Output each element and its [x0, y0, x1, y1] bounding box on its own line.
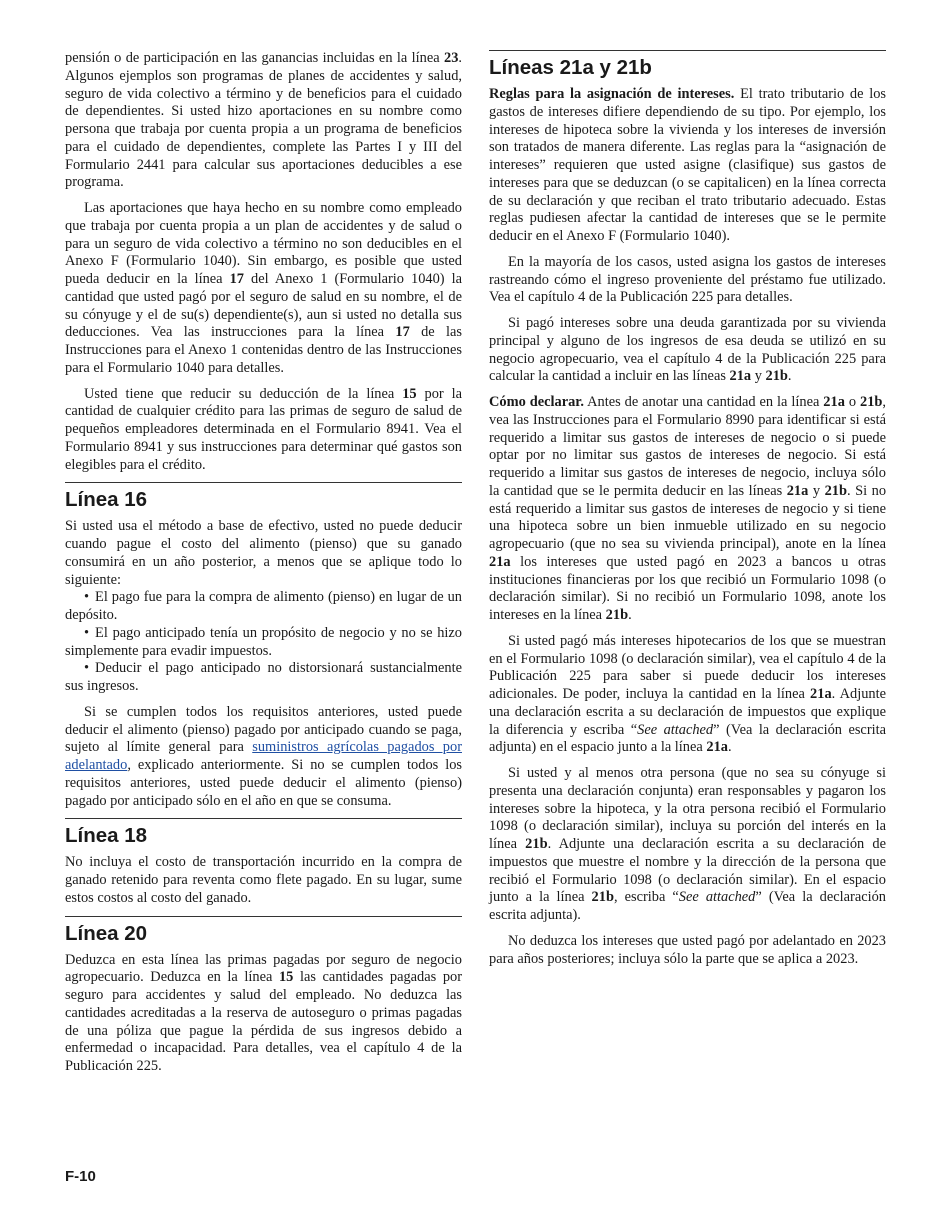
paragraph: No deduzca los intereses que usted pagó por adelantado en 2023 para años posteriores; incluya sólo la parte que se aplica a 2023.	[489, 932, 886, 967]
page-number: F-10	[65, 1168, 96, 1185]
paragraph: Si pagó intereses sobre una deuda garantizada por su vivienda principal y alguno de los ingresos de esa deuda se utilizó en su negocio agropecuario, vea el capítulo 4 de la Publicación 225 para calcular la cantidad a incluir en las líneas 21a y 21b.	[489, 315, 886, 385]
paragraph: Usted tiene que reducir su deducción de la línea 15 por la cantidad de cualquier crédito para las primas de seguro de salud de pequeños empleadores determinada en el Formulario 8941. Vea el Formulario 8941 y sus instrucciones para determinar qué gastos son elegibles para el crédito.	[65, 385, 462, 473]
section-line-16	[65, 482, 462, 810]
paragraph: Si se cumplen todos los requisitos anteriores, usted puede deducir el alimento (pienso) pagado por anticipado cuando se paga, sujeto al límite general para suministros agrícolas pagados por adelantado, explicado anteriormente. Si no se cumplen todos los requisitos anteriores, usted puede deducir el alimento (pienso) pagado por anticipado sólo en el año en que se consuma.	[65, 703, 462, 809]
section-line-20	[65, 916, 462, 1076]
paragraph: pensión o de participación en las ganancias incluidas en la línea 23. Algunos ejemplos son programas de planes de accidentes y salud, seguro de vida colectivo a término y de beneficios para el cuidado de dependientes. Si usted hizo aportaciones en su nombre como persona que trabaja por cuenta propia a un programa de beneficios para el cuidado de dependientes, complete las Partes I y III del Formulario 2441 para calcular sus aportaciones deducibles a ese programa.	[65, 50, 462, 191]
left-column	[65, 50, 462, 1084]
bullet-icon: •	[84, 589, 90, 606]
run-in-heading: Cómo declarar.	[489, 394, 584, 410]
bullet-icon: •	[84, 660, 90, 677]
paragraph: Si usted usa el método a base de efectivo, usted no puede deducir cuando pague el costo del alimento (pienso) que su ganado consumirá en un año posterior, a menos que se aplique todo lo siguiente:	[65, 518, 462, 588]
run-in-heading: Reglas para la asignación de intereses.	[489, 86, 735, 102]
list-item: • El pago fue para la compra de alimento (pienso) en lugar de un depósito.	[65, 589, 462, 623]
list-item: • El pago anticipado tenía un propósito de negocio y no se hizo simplemente para evadir impuestos.	[65, 624, 462, 659]
section-heading: Línea 16	[65, 488, 148, 512]
prepaid-farm-supplies-link[interactable]: suministros agrícolas pagados por adelantado	[65, 739, 462, 773]
bullet-icon: •	[84, 624, 90, 641]
section-heading: Línea 18	[65, 824, 148, 848]
section-lines-21a-21b	[489, 50, 886, 968]
paragraph: Si usted y al menos otra persona (que no sea su cónyuge si presenta una declaración conjunta) eran responsables y pagaron los intereses sobre la hipoteca, y la otra persona recibió el Formulario 1098 (o declaración similar), incluya su porción del interés en la línea 21b. Adjunte una declaración escrita a su declaración de impuestos que muestre el nombre y la dirección de la persona que recibió el Formulario 1098 (o declaración similar). En el espacio junto a la línea 21b, escriba “See attached” (Vea la declaración escrita adjunta).	[489, 765, 886, 923]
bullet-list	[65, 589, 462, 696]
paragraph: Si usted pagó más intereses hipotecarios de los que se muestran en el Formulario 1098 (o declaración similar), vea el capítulo 4 de la Publicación 225 para saber si puede deducir los intereses adicionales. De poder, incluya la cantidad en la línea 21a. Adjunte una declaración escrita a su declaración de impuestos que explique la diferencia y escriba “See attached” (Vea la declaración escrita adjunta) en el espacio junto a la línea 21a.	[489, 632, 886, 756]
paragraph: Las aportaciones que haya hecho en su nombre como empleado que trabaja por cuenta propia a un plan de accidentes y de salud o para un seguro de vida colectivo a término no son deducibles en el Anexo F (Formulario 1040). Sin embargo, es posible que usted pueda deducir en la línea 17 del Anexo 1 (Formulario 1040) la cantidad que usted pagó por el seguro de salud en su nombre, el de su cónyuge y el de su(s) dependiente(s), aun si usted no detalla sus deducciones. Vea las instrucciones para la línea 17 de las Instrucciones para el Anexo 1 contenidas dentro de las Instrucciones para el Formulario 1040 para detalles.	[65, 200, 463, 376]
section-line-18	[65, 818, 462, 907]
section-heading: Líneas 21a y 21b	[489, 56, 652, 79]
right-column	[489, 50, 886, 976]
paragraph: Cómo declarar. Antes de anotar una cantidad en la línea 21a o 21b, vea las Instrucciones para el Formulario 8990 para identificar si está requerido a limitar sus gastos de intereses de negocio o si puede optar por no limitar sus gastos de intereses de negocio. Si está requerido a limitar sus gastos de intereses de negocio, incluya sólo la cantidad que se le permita deducir en las líneas 21a y 21b. Si no está requerido a limitar sus gastos de intereses de negocio y si tiene una hipoteca sobre un bien inmueble utilizado en su negocio agropecuario (que no sea su vivienda principal), anote en la línea 21a los intereses que usted pagó en 2023 a bancos u otras instituciones financieras por los que recibió un Formulario 1098 (o declaración similar). Si no recibió un Formulario 1098, anote los intereses en la línea 21b.	[489, 394, 887, 623]
paragraph: En la mayoría de los casos, usted asigna los gastos de intereses rastreando cómo el ingreso proveniente del préstamo fue utilizado. Vea el capítulo 4 de la Publicación 225 para detalles.	[489, 253, 886, 306]
section-heading: Línea 20	[65, 921, 148, 945]
paragraph: Reglas para la asignación de intereses. El trato tributario de los gastos de intereses difiere dependiendo de su tipo. Por ejemplo, los intereses de hipoteca sobre la vivienda y los intereses de inversión son tratados de manera diferente. Las reglas para la “asignación de intereses” requieren que usted asigne (clasifique) sus gastos de intereses para que se deduzcan (o se capitalicen) en la línea correcta de su declaración y que reciban el trato tributario adecuado. Estas reglas pudiesen afectar la cantidad de intereses que se le permite deducir en el Anexo F (Formulario 1040).	[489, 86, 887, 244]
paragraph: Deduzca en esta línea las primas pagadas por seguro de negocio agropecuario. Deduzca en la línea 15 las cantidades pagadas por seguro para accidentes y salud del empleado. No deduzca las cantidades acreditadas a la reserva de autoseguro o primas pagadas de una póliza que pague la pérdida de sus ingresos debido a enfermedad o incapacidad. Para detalles, vea el capítulo 4 de la Publicación 225.	[65, 951, 462, 1074]
list-item: • Deducir el pago anticipado no distorsionará sustancialmente sus ingresos.	[65, 660, 462, 694]
paragraph: No incluya el costo de transportación incurrido en la compra de ganado retenido para reventa como flete pagado. En su lugar, sume estos costos al costo del ganado.	[65, 854, 462, 906]
